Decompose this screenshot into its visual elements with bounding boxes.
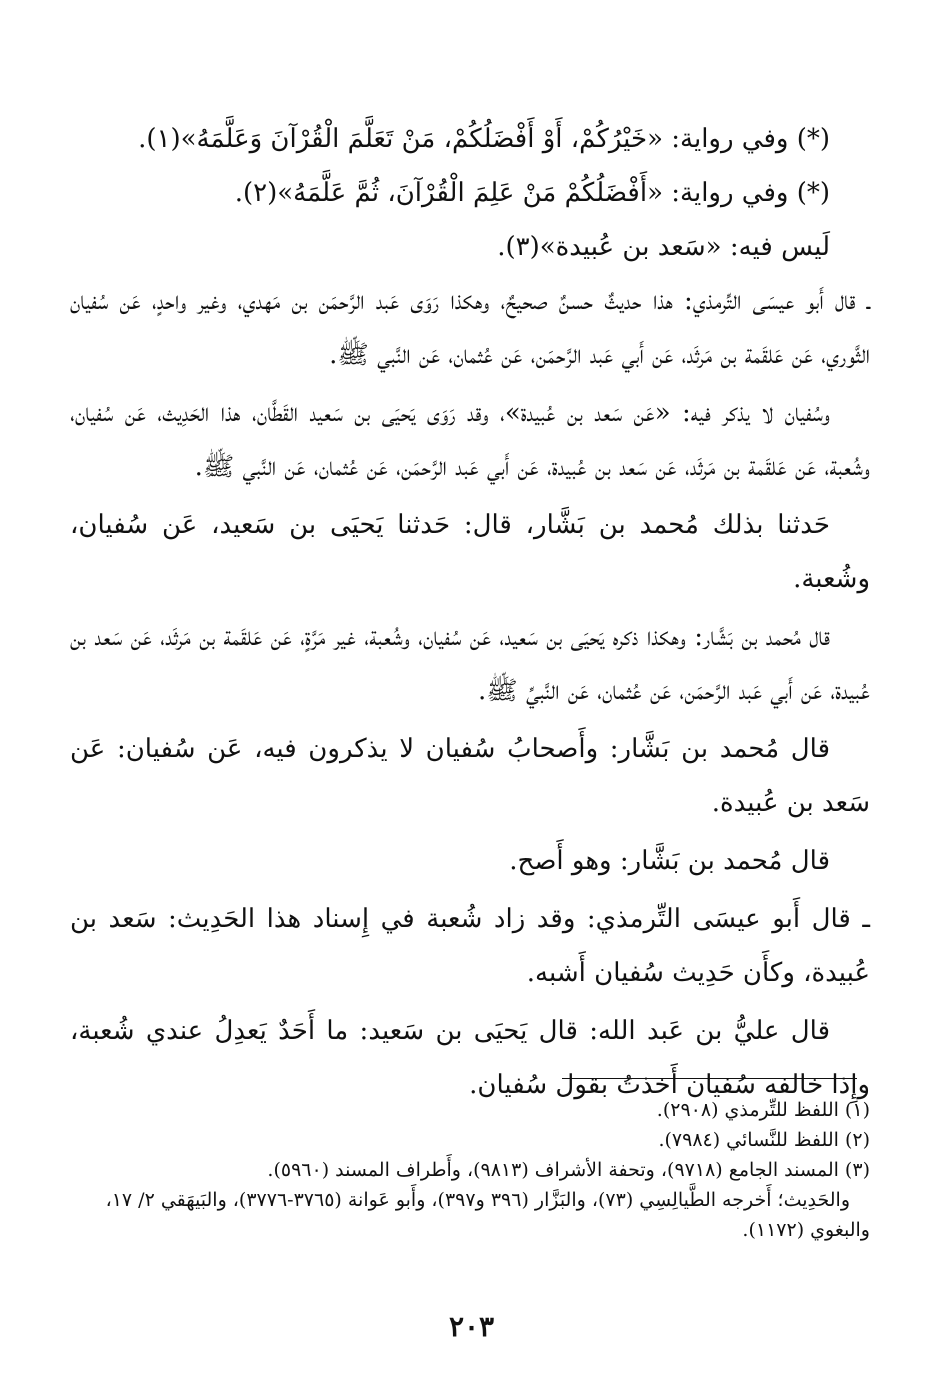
paragraph-bashshar-1: قال مُحمد بن بَشَّار: وهكذا ذكره يَحيَى بن سَعيد، عَن سُفيان، وشُعبة، غير مَرَّةٍ، عَن عَلقَمة بن مَرثَد، عَن سَعد بن عُبيدة، عَن أَبي عَبد الرَّحمَن، عَن عُثمان، عَن النَّبيِّ ﷺ. — [70, 622, 870, 706]
hadith-variant-2: (*) وفي رواية: «أَفْضَلُكُمْ مَنْ عَلِمَ الْقُرْآنَ، ثُمَّ عَلَّمَهُ»(٢). — [234, 178, 830, 208]
paragraph-ali: قال عليُّ بن عَبد الله: قال يَحيَى بن سَعيد: ما أَحَدٌ يَعدِلُ عندي شُعبة، وإِذا خالفه سُفيان أَخذتُ بقول سُفيان. — [70, 1016, 870, 1100]
hadith-variant-1: (*) وفي رواية: «خَيْرُكُمْ، أَوْ أَفْضَلُكُمْ، مَنْ تَعَلَّمَ الْقُرْآنَ وَعَلَّمَهُ»(١). — [138, 124, 830, 154]
note-line: لَيس فيه: «سَعد بن عُبيدة»(٣). — [497, 232, 830, 262]
footnote-separator — [562, 1078, 857, 1079]
tirmidhi-comment-1: ـ قال أَبو عيسَى التِّرمذي: هذا حديثٌ حسنٌ صحيحٌ، وهكذا رَوَى عَبد الرَّحمَن بن مَهدي، وغير واحدٍ، عَن سُفيان الثَّوري، عَن عَلقَمة بن مَرثَد، عَن أَبي عَبد الرَّحمَن، عَن عُثمان، عَن النَّبي ﷺ. — [70, 286, 870, 370]
paragraph-haddathana: حَدثنا بذلك مُحمد بن بَشَّار، قال: حَدثنا يَحيَى بن سَعيد، عَن سُفيان، وشُعبة. — [70, 510, 870, 594]
tirmidhi-comment-2: ـ قال أَبو عيسَى التِّرمذي: وقد زاد شُعبة في إِسناد هذا الحَدِيث: سَعد بن عُبيدة، وكأَن حَدِيث سُفيان أَشبه. — [70, 904, 870, 988]
main-text — [70, 112, 870, 1112]
page-number: ٢٠٣ — [448, 1310, 495, 1343]
footnote-1: (١) اللفظ للتِّرمذي (٢٩٠٨). — [656, 1099, 870, 1121]
footnote-2: (٢) اللفظ للنَّسائي (٧٩٨٤). — [658, 1129, 870, 1151]
footnote-3: (٣) المسند الجامع (٩٧١٨)، وتحفة الأشراف (٩٨١٣)، وأَطراف المسند (٥٩٦٠). — [267, 1159, 870, 1181]
paragraph-sufyan: وسُفيان لا يذكر فيه: «عَن سَعد بن عُبيدة»، وقد رَوَى يَحيَى بن سَعيد القَطَّان، هذا الحَدِيث، عَن سُفيان، وشُعبة، عَن عَلقَمة بن مَرثَد، عَن سَعد بن عُبيدة، عَن أَبي عَبد الرَّحمَن، عَن عُثمان، عَن النَّبي ﷺ. — [70, 398, 870, 482]
paragraph-bashshar-3: قال مُحمد بن بَشَّار: وهو أَصح. — [509, 846, 830, 876]
footnote-3-continued: والحَدِيث؛ أَخرجه الطَّيالِسِي (٧٣)، والبَزَّار (٣٩٦ و٣٩٧)، وأَبو عَوانة (٣٧٦٥-٣٧٧٦)، والبَيهَقي ٢/ ١٧، والبغوي (١١٧٢). — [105, 1189, 870, 1241]
paragraph-bashshar-2: قال مُحمد بن بَشَّار: وأَصحابُ سُفيان لا يذكرون فيه، عَن سُفيان: عَن سَعد بن عُبيدة. — [70, 734, 870, 818]
footnotes — [70, 1095, 870, 1245]
